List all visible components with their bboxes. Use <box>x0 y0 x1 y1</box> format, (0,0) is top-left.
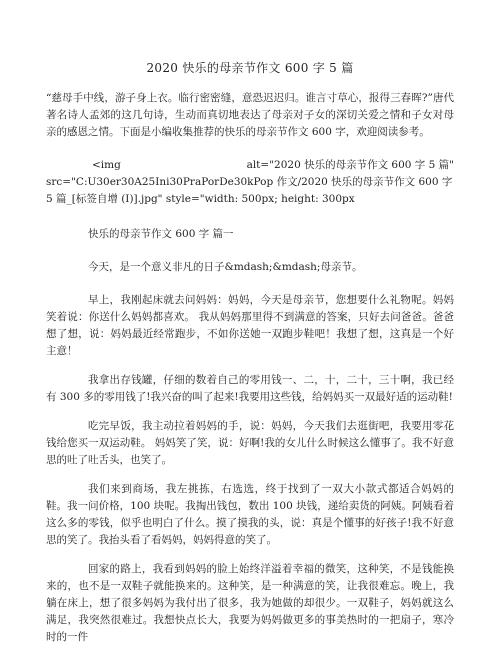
image-tag-open: <img <box>92 159 121 171</box>
paragraph: 早上，我刚起床就去问妈妈：妈妈，今天是母亲节，您想要什么礼物呢。妈妈笑着说：你送什么妈妈都喜欢。 我从妈妈那里得不到满意的答案，只好去问爸爸。爸爸想了想，说：妈妈最近经常跑步，不如你送她一双跑步鞋吧！我想了想，这真是一个好主意！ <box>46 294 454 357</box>
image-src-text: src="C:U30er30A25Ini30PraPorDe30kPop 作文/2020 快乐的母亲节作文 600 字 5 篇_[标签自增 (I)].jpg" style="width: 500px; height: 300px <box>46 176 453 205</box>
intro-paragraph: “慈母手中线，游子身上衣。临行密密缝，意恐迟迟归。谁言寸草心，报得三春晖?”唐代著名诗人孟郊的这几句诗，生动而真切地表达了母亲对子女的深切关爱之情和子女对母亲的感恩之情。下面是小编收集推荐的快乐的母亲节作文 600 字，欢迎阅读参考。 <box>46 92 454 138</box>
section-heading: 快乐的母亲节作文 600 字 篇一 <box>88 228 234 240</box>
paragraph: 我拿出存钱罐，仔细的数着自己的零用钱一、二，十，二十，三十啊，我已经有 300 多的零用钱了!我兴奋的叫了起来!我要用这些钱，给妈妈买一双最好适的运动鞋! <box>46 374 454 403</box>
document-title: 2020 快乐的母亲节作文 600 字 5 篇 <box>146 61 354 75</box>
image-tag-row <box>46 157 454 174</box>
image-alt-text: alt="2020 快乐的母亲节作文 600 字 5 篇" <box>246 159 454 171</box>
paragraph: 我们来到商场，我左挑拣，右选选，终于找到了一双大小款式都适合妈妈的鞋。我一问价格，100 块呢。我掏出钱包，数出 100 块钱，递给卖货的阿姨。阿姨看着这么多的零钱，似乎也明白了什么。摸了摸我的头，说：真是个懂事的好孩子!我不好意思的笑了。我抬头看了看妈妈，妈妈得意的笑了。 <box>46 483 454 546</box>
image-source-text <box>46 157 454 208</box>
paragraph: 回家的路上，我看到妈妈的脸上始终洋溢着幸福的微笑，这种笑，不是钱能换来的，也不是一双鞋子就能换来的。这种笑，是一种满意的笑，让我很难忘。晚上，我躺在床上，想了很多妈妈为我付出了很多，我为她做的却很少。一双鞋子，妈妈就这么满足，我突然很难过。我想快点长大，我要为妈妈做更多的事美热时的一把扇子，寒冷时的一件 <box>46 563 454 643</box>
paragraph: 今天，是一个意义非凡的日子&mdash;&mdash;母亲节。 <box>88 261 363 273</box>
paragraph: 吃完早饭，我主动拉着妈妈的手，说：妈妈，今天我们去逛街吧，我要用零花钱给您买一双运动鞋。 妈妈笑了笑，说：好啊!我的女儿什么时候这么懂事了。我不好意思的吐了吐舌头，也笑了。 <box>46 420 454 466</box>
